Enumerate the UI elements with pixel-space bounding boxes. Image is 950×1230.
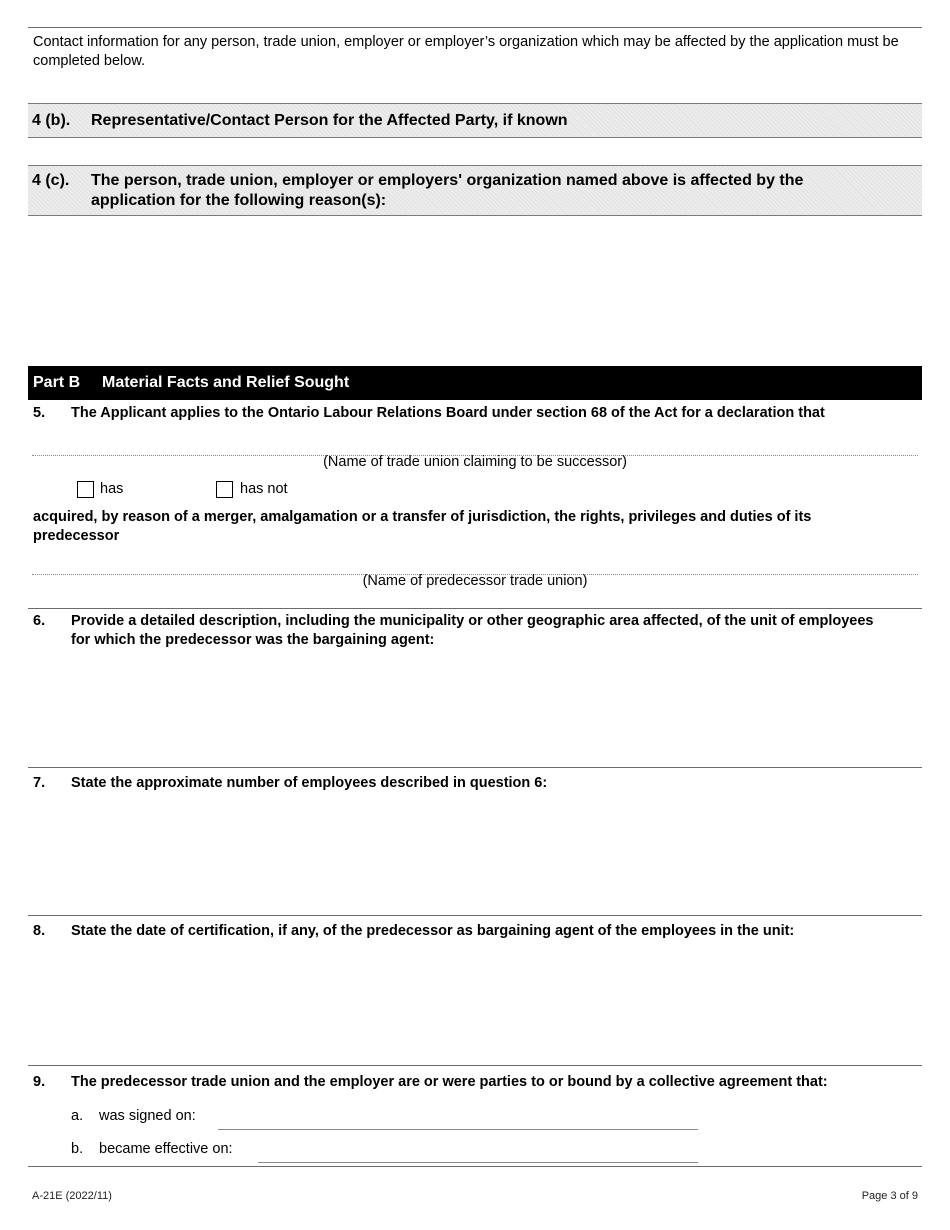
successor-union-caption: (Name of trade union claiming to be successor) [323, 454, 627, 470]
intro-text: Contact information for any person, trade union, employer or employer’s organization which may be affected by the application must be completed below. [33, 34, 899, 69]
question-8-number: 8. [33, 923, 46, 939]
q9-b-letter: b. [71, 1141, 84, 1157]
bottom-rule [28, 1166, 922, 1167]
section-4c-number: 4 (c). [32, 172, 70, 189]
q7-top-rule [28, 767, 922, 768]
page-number: Page 3 of 9 [861, 1190, 918, 1202]
question-6-text: Provide a detailed description, including the municipality or other geographic area affected, of the unit of employees for which the predecessor was the bargaining agent: [71, 613, 874, 648]
top-rule [28, 27, 922, 28]
signed-on-date-field[interactable] [218, 1106, 698, 1128]
question-8 [28, 922, 922, 942]
section-4b-number: 4 (b). [32, 112, 71, 129]
question-5-text: The Applicant applies to the Ontario Labour Relations Board under section 68 of the Act for a declaration that [71, 405, 825, 421]
question-7 [28, 774, 922, 794]
question-7-number: 7. [33, 775, 46, 791]
question-5 [28, 404, 922, 424]
predecessor-union-caption: (Name of predecessor trade union) [362, 573, 588, 589]
q9-b-label: became effective on: [99, 1141, 233, 1157]
section-4c-answer-field[interactable] [28, 217, 922, 365]
q9-a-label: was signed on: [99, 1108, 196, 1124]
question-9-number: 9. [33, 1074, 46, 1090]
question-9 [28, 1073, 922, 1093]
has-not-label: has not [240, 481, 288, 497]
question-5-number: 5. [33, 405, 46, 421]
q6-top-rule [28, 608, 922, 609]
question-7-answer-field[interactable] [28, 797, 922, 912]
signed-on-line [218, 1129, 698, 1130]
q8-top-rule [28, 915, 922, 916]
section-4c-header [28, 165, 922, 216]
effective-on-date-field[interactable] [258, 1139, 698, 1161]
successor-union-field[interactable] [32, 428, 918, 454]
form-id: A-21E (2022/11) [32, 1190, 112, 1202]
question-8-answer-field[interactable] [28, 945, 922, 1062]
question-6 [28, 612, 922, 652]
section-4b-header [28, 103, 922, 138]
question-5-continuation: acquired, by reason of a merger, amalgamation or a transfer of jurisdiction, the rights, privileges and duties of its predecessor [33, 509, 812, 544]
question-8-text: State the date of certification, if any, of the predecessor as bargaining agent of the employees in the unit: [71, 923, 795, 939]
part-b-title: Material Facts and Relief Sought [102, 374, 350, 391]
effective-on-line [258, 1162, 698, 1163]
part-b-banner [28, 366, 922, 400]
question-6-number: 6. [33, 613, 46, 629]
has-not-checkbox[interactable] [216, 481, 233, 498]
q9-a-letter: a. [71, 1108, 84, 1124]
question-9-text: The predecessor trade union and the employer are or were parties to or bound by a collective agreement that: [71, 1074, 828, 1090]
question-6-answer-field[interactable] [28, 655, 922, 765]
has-label: has [100, 481, 124, 497]
part-b-label: Part B [33, 374, 81, 391]
predecessor-union-field[interactable] [32, 548, 918, 574]
section-4b-title: Representative/Contact Person for the Affected Party, if known [91, 112, 568, 129]
question-7-text: State the approximate number of employees described in question 6: [71, 775, 548, 791]
has-checkbox[interactable] [77, 481, 94, 498]
q9-top-rule [28, 1065, 922, 1066]
section-4c-title: The person, trade union, employer or employers' organization named above is affected by the application for the following reason(s): [91, 172, 804, 209]
